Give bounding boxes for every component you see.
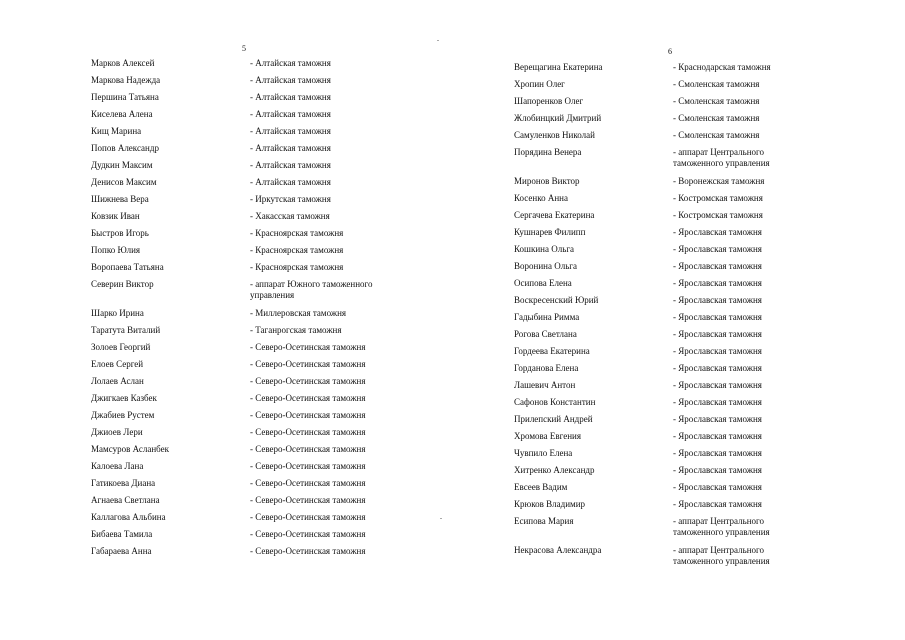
customs-office: - Ярославская таможня bbox=[673, 465, 762, 475]
person-name: Хитренко Александр bbox=[514, 465, 595, 475]
page-number-left: 5 bbox=[242, 44, 246, 53]
list-item bbox=[514, 147, 814, 169]
customs-office: - Краснодарская таможня bbox=[673, 62, 771, 72]
person-name: Хромова Евгения bbox=[514, 431, 581, 441]
person-name: Воронина Ольга bbox=[514, 261, 577, 271]
person-name: Жлобинцкий Дмитрий bbox=[514, 113, 602, 123]
customs-office: - аппарат Центрального таможенного управления bbox=[673, 516, 770, 537]
list-item bbox=[91, 194, 421, 205]
customs-office: - Ярославская таможня bbox=[673, 329, 762, 339]
customs-office: - Ярославская таможня bbox=[673, 312, 762, 322]
person-name: Кищ Марина bbox=[91, 126, 142, 136]
customs-office: - Ярославская таможня bbox=[673, 278, 762, 288]
customs-office: - аппарат Центрального таможенного управления bbox=[673, 147, 770, 168]
list-item bbox=[91, 228, 421, 239]
list-item bbox=[514, 96, 814, 107]
list-item bbox=[91, 444, 421, 455]
customs-office: - Ярославская таможня bbox=[673, 482, 762, 492]
customs-office: - Ярославская таможня bbox=[673, 295, 762, 305]
customs-office: - Северо-Осетинская таможня bbox=[250, 546, 366, 556]
person-name: Шарко Ирина bbox=[91, 308, 144, 318]
person-name: Кушнарев Филипп bbox=[514, 227, 586, 237]
person-name: Золоев Георгий bbox=[91, 342, 151, 352]
list-item bbox=[514, 545, 814, 567]
person-name: Першина Татьяна bbox=[91, 92, 159, 102]
list-item bbox=[91, 410, 421, 421]
list-item bbox=[514, 130, 814, 141]
person-name: Есипова Мария bbox=[514, 516, 574, 526]
list-item bbox=[91, 529, 421, 540]
customs-office: - Ярославская таможня bbox=[673, 499, 762, 509]
list-item bbox=[91, 325, 421, 336]
list-item bbox=[514, 79, 814, 90]
list-item bbox=[514, 414, 814, 425]
customs-office: - Таганрогская таможня bbox=[250, 325, 342, 335]
list-item bbox=[514, 448, 814, 459]
list-item bbox=[514, 244, 814, 255]
person-name: Дудкин Максим bbox=[91, 160, 153, 170]
list-item bbox=[514, 113, 814, 124]
customs-office: - Ярославская таможня bbox=[673, 397, 762, 407]
list-item bbox=[514, 363, 814, 374]
customs-office: - Ярославская таможня bbox=[673, 448, 762, 458]
customs-office: - Алтайская таможня bbox=[250, 75, 331, 85]
list-item bbox=[514, 465, 814, 476]
person-name: Джиоев Лери bbox=[91, 427, 143, 437]
list-item bbox=[91, 245, 421, 256]
customs-office: - Северо-Осетинская таможня bbox=[250, 478, 366, 488]
list-item bbox=[91, 58, 421, 69]
list-item bbox=[514, 176, 814, 187]
list-item bbox=[514, 380, 814, 391]
customs-office: - Костромская таможня bbox=[673, 193, 763, 203]
customs-office: - Северо-Осетинская таможня bbox=[250, 461, 366, 471]
person-name: Лолаев Аслан bbox=[91, 376, 144, 386]
list-item bbox=[514, 193, 814, 204]
list-item bbox=[514, 295, 814, 306]
customs-office: - Ярославская таможня bbox=[673, 346, 762, 356]
customs-office: - Миллеровская таможня bbox=[250, 308, 347, 318]
customs-office: - Северо-Осетинская таможня bbox=[250, 495, 366, 505]
list-item bbox=[91, 177, 421, 188]
list-item bbox=[514, 312, 814, 323]
customs-office: - Северо-Осетинская таможня bbox=[250, 359, 366, 369]
person-name: Осипова Елена bbox=[514, 278, 572, 288]
person-name: Шижнева Вера bbox=[91, 194, 149, 204]
list-item bbox=[91, 126, 421, 137]
person-name: Марков Алексей bbox=[91, 58, 155, 68]
customs-office: - Северо-Осетинская таможня bbox=[250, 529, 366, 539]
person-name: Таратута Виталий bbox=[91, 325, 161, 335]
person-name: Горданова Елена bbox=[514, 363, 579, 373]
customs-office: - Ярославская таможня bbox=[673, 261, 762, 271]
person-name: Порядина Венера bbox=[514, 147, 582, 157]
list-item bbox=[91, 279, 421, 301]
list-item bbox=[91, 478, 421, 489]
person-name: Чувпило Елена bbox=[514, 448, 573, 458]
person-name: Кошкина Ольга bbox=[514, 244, 575, 254]
person-name: Шапоренков Олег bbox=[514, 96, 584, 106]
person-name: Маркова Надежда bbox=[91, 75, 161, 85]
person-name: Джигкаев Казбек bbox=[91, 393, 157, 403]
person-name: Сафонов Константин bbox=[514, 397, 596, 407]
left-page-list bbox=[91, 58, 421, 563]
customs-office: - аппарат Южного таможенного управления bbox=[250, 279, 373, 300]
page-number-right: 6 bbox=[668, 47, 672, 56]
list-item bbox=[91, 92, 421, 103]
list-item bbox=[514, 516, 814, 538]
right-page-list bbox=[514, 62, 814, 574]
person-name: Миронов Виктор bbox=[514, 176, 580, 186]
customs-office: - Ярославская таможня bbox=[673, 431, 762, 441]
person-name: Прилепский Андрей bbox=[514, 414, 593, 424]
person-name: Самуленков Николай bbox=[514, 130, 595, 140]
customs-office: - Ярославская таможня bbox=[673, 380, 762, 390]
customs-office: - Алтайская таможня bbox=[250, 109, 331, 119]
list-item bbox=[514, 482, 814, 493]
list-item bbox=[91, 211, 421, 222]
person-name: Агнаева Светлана bbox=[91, 495, 160, 505]
person-name: Северин Виктор bbox=[91, 279, 154, 289]
list-item bbox=[91, 512, 421, 523]
list-item bbox=[514, 261, 814, 272]
person-name: Попко Юлия bbox=[91, 245, 141, 255]
list-item bbox=[91, 262, 421, 273]
list-item bbox=[91, 160, 421, 171]
customs-office: - Северо-Осетинская таможня bbox=[250, 512, 366, 522]
person-name: Некрасова Александра bbox=[514, 545, 602, 555]
person-name: Верещагина Екатерина bbox=[514, 62, 603, 72]
customs-office: - Хакасская таможня bbox=[250, 211, 330, 221]
list-item bbox=[91, 143, 421, 154]
person-name: Воропаева Татьяна bbox=[91, 262, 164, 272]
list-item bbox=[514, 278, 814, 289]
customs-office: - Смоленская таможня bbox=[673, 79, 760, 89]
customs-office: - Алтайская таможня bbox=[250, 58, 331, 68]
scan-speck bbox=[440, 518, 442, 519]
customs-office: - аппарат Центрального таможенного управления bbox=[673, 545, 770, 566]
person-name: Елоев Сергей bbox=[91, 359, 144, 369]
person-name: Крюков Владимир bbox=[514, 499, 586, 509]
person-name: Рогова Светлана bbox=[514, 329, 577, 339]
list-item bbox=[514, 62, 814, 73]
customs-office: - Ярославская таможня bbox=[673, 414, 762, 424]
customs-office: - Красноярская таможня bbox=[250, 228, 344, 238]
customs-office: - Северо-Осетинская таможня bbox=[250, 342, 366, 352]
list-item bbox=[91, 308, 421, 319]
customs-office: - Ярославская таможня bbox=[673, 227, 762, 237]
person-name: Попов Александр bbox=[91, 143, 159, 153]
list-item bbox=[514, 431, 814, 442]
person-name: Ковзик Иван bbox=[91, 211, 140, 221]
customs-office: - Смоленская таможня bbox=[673, 130, 760, 140]
customs-office: - Северо-Осетинская таможня bbox=[250, 444, 366, 454]
person-name: Киселева Алена bbox=[91, 109, 153, 119]
person-name: Гадыбина Римма bbox=[514, 312, 580, 322]
customs-office: - Костромская таможня bbox=[673, 210, 763, 220]
scan-speck bbox=[437, 40, 439, 41]
customs-office: - Северо-Осетинская таможня bbox=[250, 393, 366, 403]
list-item bbox=[514, 227, 814, 238]
person-name: Лашевич Антон bbox=[514, 380, 576, 390]
list-item bbox=[91, 342, 421, 353]
person-name: Габараева Анна bbox=[91, 546, 152, 556]
customs-office: - Северо-Осетинская таможня bbox=[250, 410, 366, 420]
customs-office: - Алтайская таможня bbox=[250, 92, 331, 102]
person-name: Воскресенский Юрий bbox=[514, 295, 599, 305]
list-item bbox=[91, 75, 421, 86]
customs-office: - Ярославская таможня bbox=[673, 363, 762, 373]
customs-office: - Смоленская таможня bbox=[673, 113, 760, 123]
list-item bbox=[91, 109, 421, 120]
person-name: Сергачева Екатерина bbox=[514, 210, 595, 220]
customs-office: - Воронежская таможня bbox=[673, 176, 765, 186]
customs-office: - Алтайская таможня bbox=[250, 126, 331, 136]
person-name: Хропин Олег bbox=[514, 79, 565, 89]
list-item bbox=[514, 346, 814, 357]
person-name: Быстров Игорь bbox=[91, 228, 149, 238]
person-name: Косенко Анна bbox=[514, 193, 568, 203]
customs-office: - Алтайская таможня bbox=[250, 143, 331, 153]
list-item bbox=[514, 329, 814, 340]
list-item bbox=[514, 210, 814, 221]
customs-office: - Красноярская таможня bbox=[250, 245, 344, 255]
customs-office: - Смоленская таможня bbox=[673, 96, 760, 106]
list-item bbox=[514, 499, 814, 510]
list-item bbox=[91, 376, 421, 387]
person-name: Калоева Лана bbox=[91, 461, 144, 471]
person-name: Евсеев Вадим bbox=[514, 482, 568, 492]
customs-office: - Алтайская таможня bbox=[250, 177, 331, 187]
customs-office: - Красноярская таможня bbox=[250, 262, 344, 272]
list-item bbox=[514, 397, 814, 408]
list-item bbox=[91, 427, 421, 438]
person-name: Гатикоева Диана bbox=[91, 478, 156, 488]
person-name: Каллагова Альбина bbox=[91, 512, 166, 522]
customs-office: - Иркутская таможня bbox=[250, 194, 331, 204]
person-name: Джабиев Рустем bbox=[91, 410, 155, 420]
list-item bbox=[91, 393, 421, 404]
person-name: Гордеева Екатерина bbox=[514, 346, 590, 356]
customs-office: - Северо-Осетинская таможня bbox=[250, 376, 366, 386]
list-item bbox=[91, 546, 421, 557]
list-item bbox=[91, 359, 421, 370]
person-name: Бибаева Тамила bbox=[91, 529, 153, 539]
customs-office: - Алтайская таможня bbox=[250, 160, 331, 170]
person-name: Мамсуров Асланбек bbox=[91, 444, 169, 454]
list-item bbox=[91, 461, 421, 472]
customs-office: - Северо-Осетинская таможня bbox=[250, 427, 366, 437]
customs-office: - Ярославская таможня bbox=[673, 244, 762, 254]
list-item bbox=[91, 495, 421, 506]
person-name: Денисов Максим bbox=[91, 177, 157, 187]
